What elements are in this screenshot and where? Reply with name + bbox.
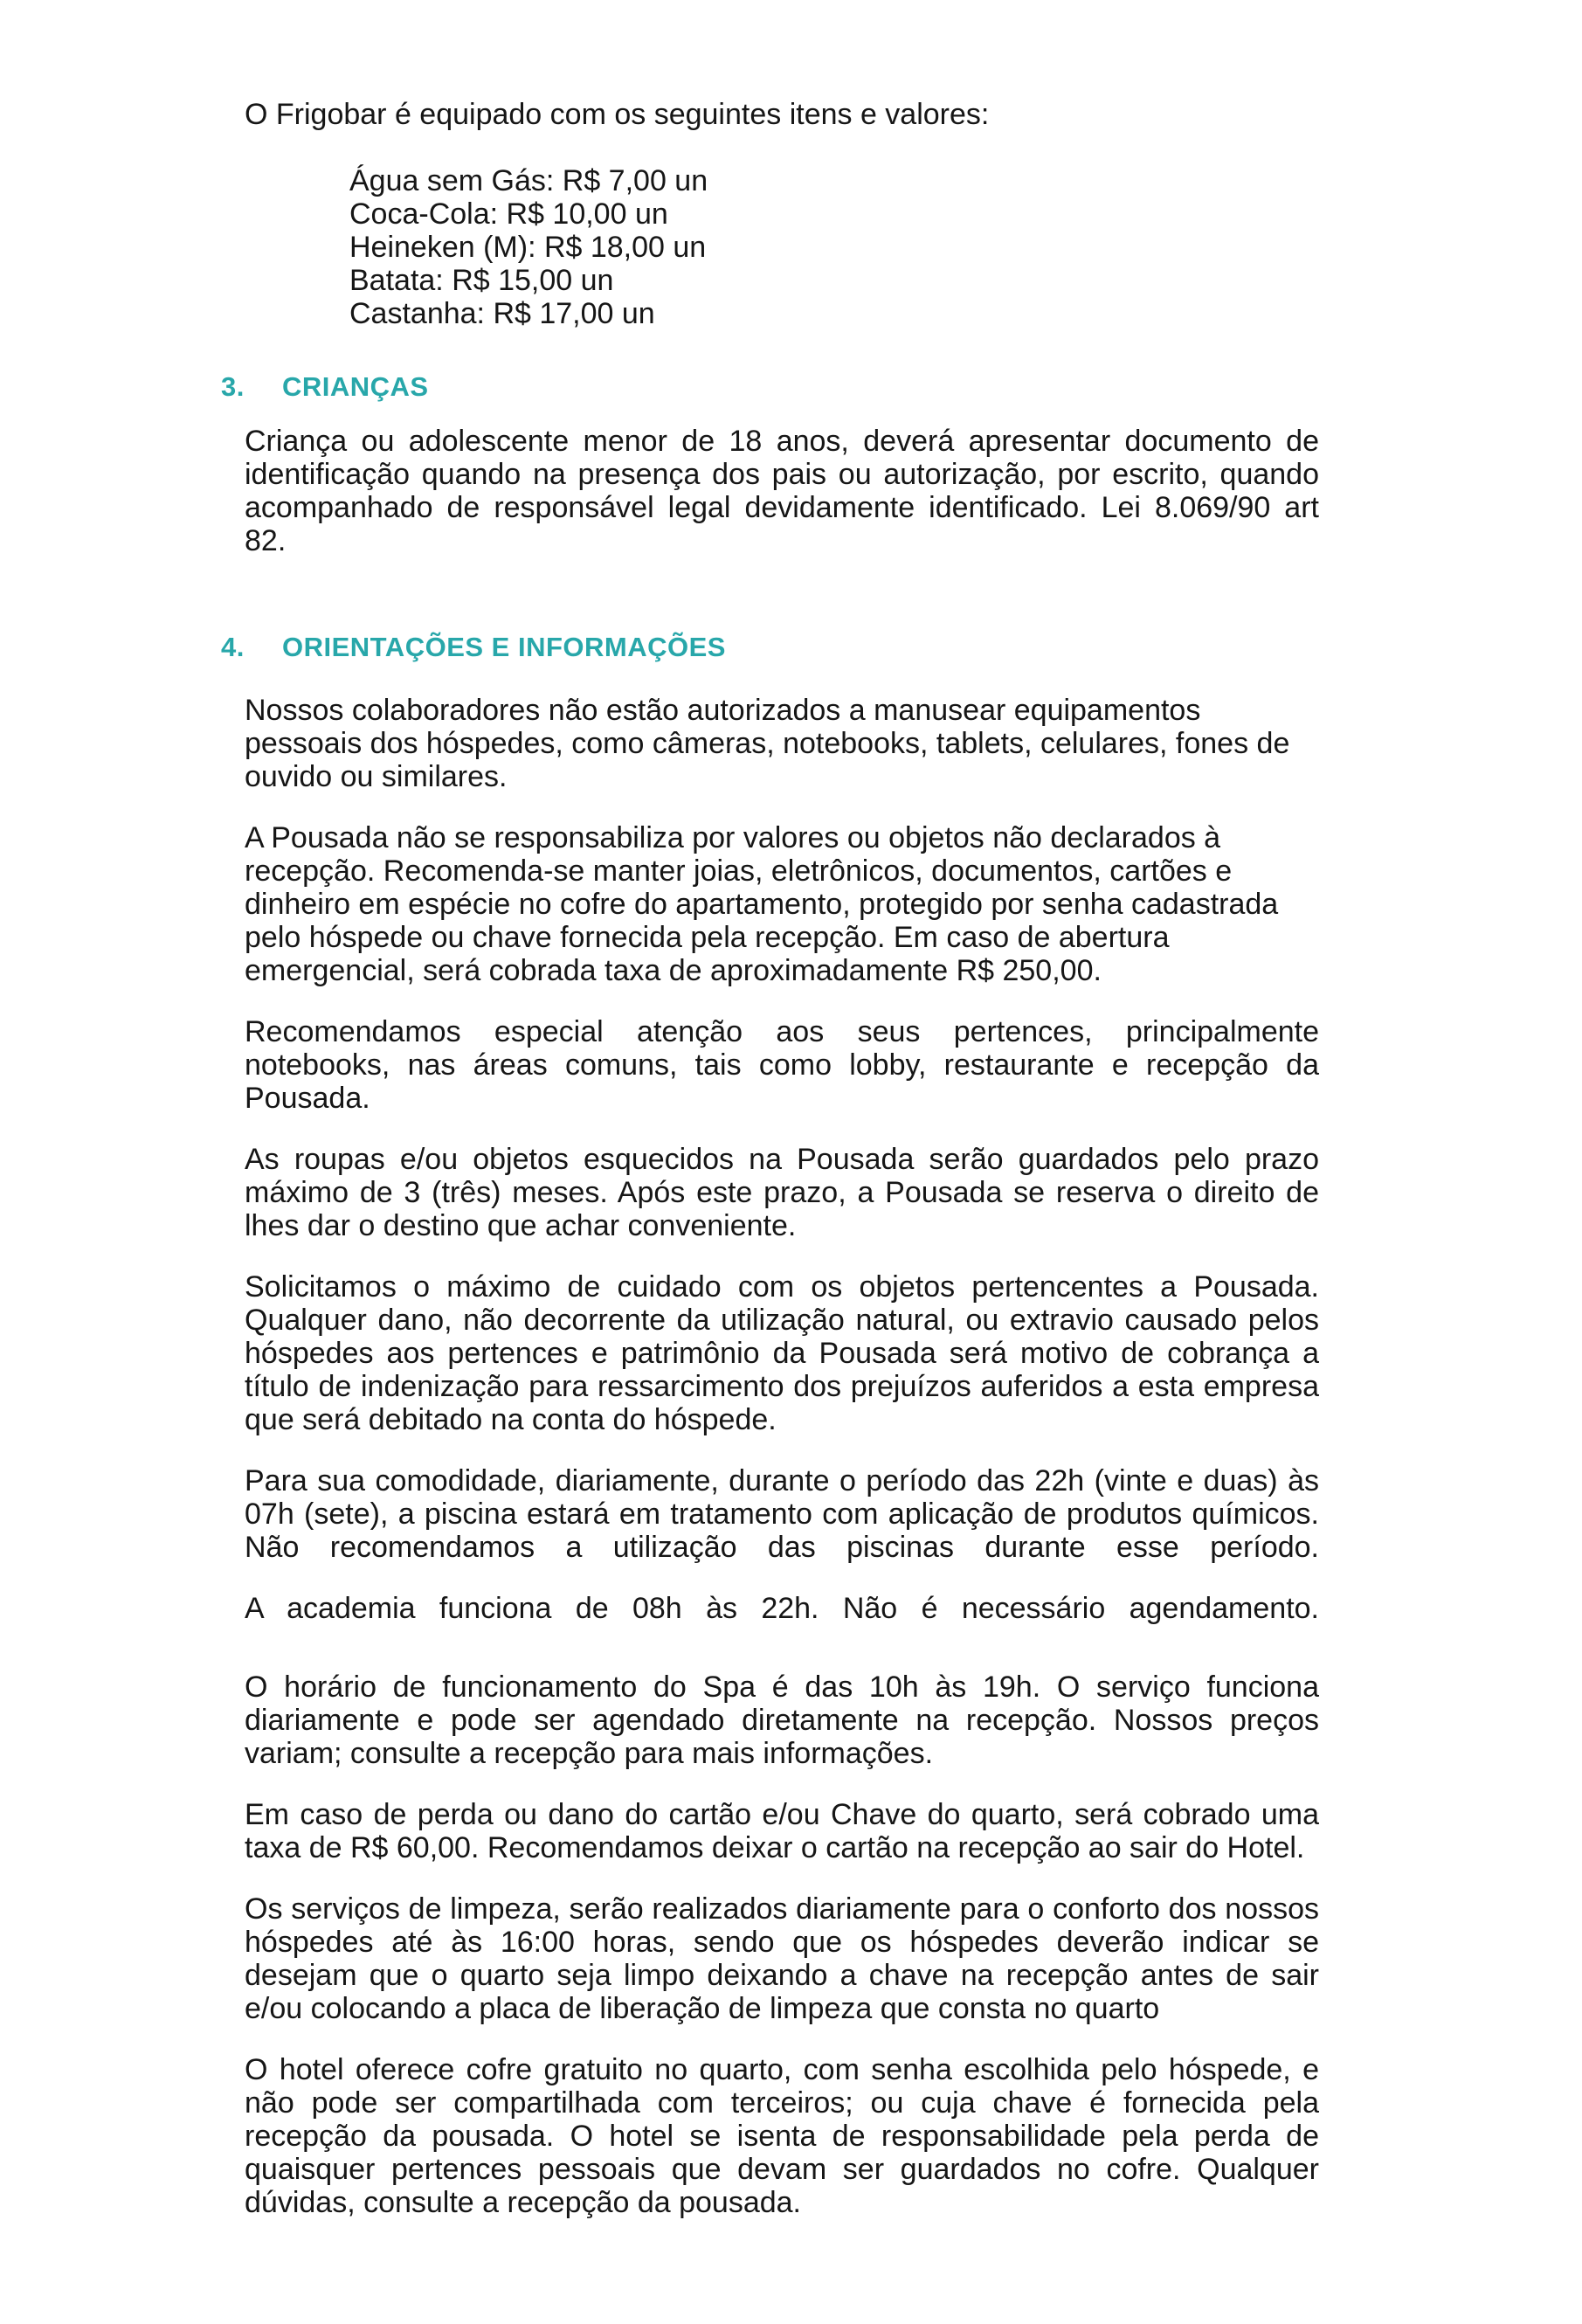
frigobar-intro-line: O Frigobar é equipado com os seguintes itens e valores: [245, 98, 990, 131]
minibar-item-agua: Água sem Gás: R$ 7,00 un [349, 164, 708, 197]
paragraph-atencao-pertences: Recomendamos especial atenção aos seus pertences, principalmente notebooks, nas áreas comuns, tais como lobby, restaurante e recepção da Pousada. [245, 1015, 1319, 1115]
section-4-heading [221, 631, 1319, 664]
paragraph-criancas-rule: Criança ou adolescente menor de 18 anos, deverá apresentar documento de identificação quando na presença dos pais ou autorização, por escrito, quando acompanhado de responsável legal devidamente identificado. Lei 8.069/90 art 82. [245, 425, 1319, 557]
paragraph-academia-horario: A academia funciona de 08h às 22h. Não é necessário agendamento. [245, 1592, 1319, 1625]
minibar-item-coca: Coca-Cola: R$ 10,00 un [349, 197, 668, 231]
paragraph-perda-cartao: Em caso de perda ou dano do cartão e/ou Chave do quarto, será cobrado uma taxa de R$ 60,00. Recomendamos deixar o cartão na recepção ao sair do Hotel. [245, 1798, 1319, 1864]
minibar-item-batata: Batata: R$ 15,00 un [349, 264, 614, 297]
section-3-number: 3. [221, 371, 245, 402]
paragraph-valores-cofre: A Pousada não se responsabiliza por valores ou objetos não declarados à recepção. Recomenda-se manter joias, eletrônicos, documentos, cartões e dinheiro em espécie no cofre do apartamento, protegido por senha cadastrada pelo hóspede ou chave fornecida pela recepção. Em caso de abertura emergencial, será cobrada taxa de aproximadamente R$ 250,00. [245, 821, 1279, 987]
section-3-heading [221, 370, 1319, 404]
paragraph-objetos-esquecidos: As roupas e/ou objetos esquecidos na Pousada serão guardados pelo prazo máximo de 3 (três) meses. Após este prazo, a Pousada se reserva o direito de lhes dar o destino que achar conveniente. [245, 1143, 1319, 1242]
minibar-item-castanha: Castanha: R$ 17,00 un [349, 297, 655, 330]
paragraph-danos-indenizacao: Solicitamos o máximo de cuidado com os objetos pertencentes a Pousada. Qualquer dano, não decorrente da utilização natural, ou extravio causado pelos hóspedes aos pertences e patrimônio da Pousada será motivo de cobrança a título de indenização para ressarcimento dos prejuízos auferidos a esta empresa que será debitado na conta do hóspede. [245, 1270, 1319, 1436]
paragraph-cofre-gratuito: O hotel oferece cofre gratuito no quarto, com senha escolhida pelo hóspede, e não pode ser compartilhada com terceiros; ou cuja chave é fornecida pela recepção da pousada. O hotel se isenta de responsabilidade pela perda de quaisquer pertences pessoais que devam ser guardados no cofre. Qualquer dúvidas, consulte a recepção da pousada. [245, 2053, 1319, 2219]
minibar-price-list [349, 164, 1319, 330]
paragraph-spa-horario: O horário de funcionamento do Spa é das 10h às 19h. O serviço funciona diariamente e pode ser agendado diretamente na recepção. Nossos preços variam; consulte a recepção para mais informações. [245, 1670, 1319, 1770]
section-4-number: 4. [221, 632, 245, 662]
section-3-title: CRIANÇAS [282, 371, 429, 402]
minibar-item-heineken: Heineken (M): R$ 18,00 un [349, 231, 707, 264]
paragraph-piscina-tratamento: Para sua comodidade, diariamente, durante o período das 22h (vinte e duas) às 07h (sete), a piscina estará em tratamento com aplicação de produtos químicos. Não recomendamos a utilização das piscinas durante esse período. [245, 1464, 1319, 1564]
paragraph-colaboradores: Nossos colaboradores não estão autorizados a manusear equipamentos pessoais dos hóspedes, como câmeras, notebooks, tablets, celulares, fones de ouvido ou similares. [245, 694, 1290, 793]
section-4-title: ORIENTAÇÕES E INFORMAÇÕES [282, 632, 726, 662]
paragraph-servico-limpeza: Os serviços de limpeza, serão realizados diariamente para o conforto dos nossos hóspedes até às 16:00 horas, sendo que os hóspedes deverão indicar se desejam que o quarto seja limpo deixando a chave na recepção antes de sair e/ou colocando a placa de liberação de limpeza que consta no quarto [245, 1892, 1319, 2025]
